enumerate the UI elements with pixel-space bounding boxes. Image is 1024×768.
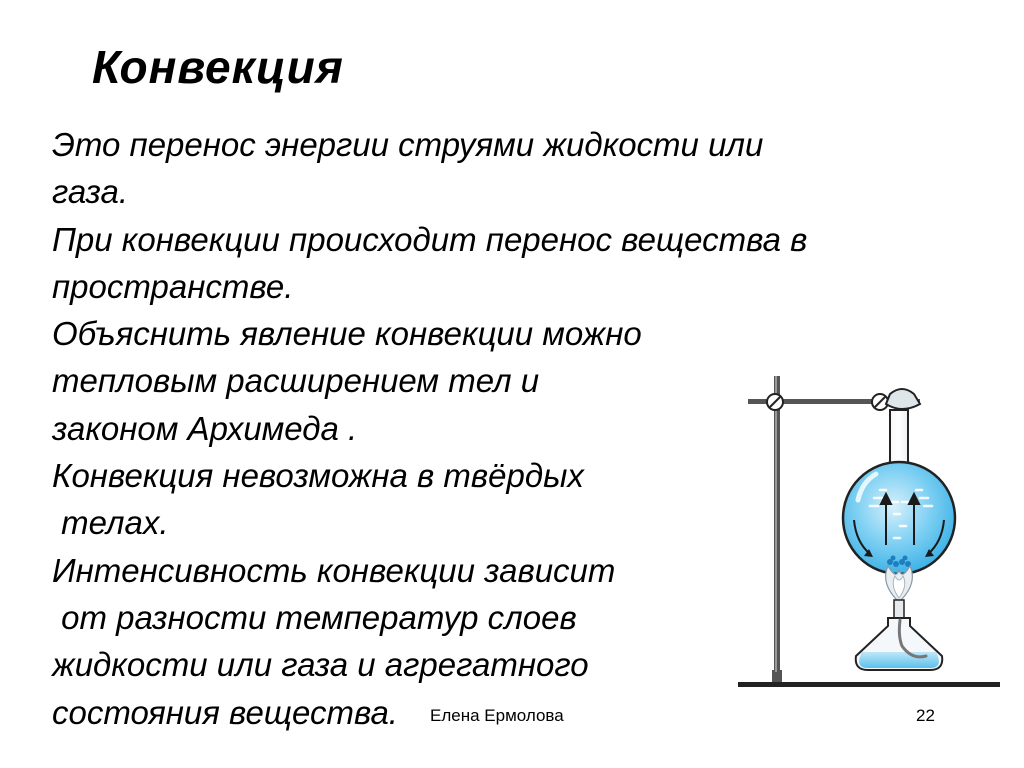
body-line: Объяснить явление конвекции можно [52,315,642,353]
body-line: жидкости или газа и агрегатного [52,646,589,684]
stand-base [738,682,1000,687]
flame-icon [886,566,913,602]
body-line: Это перенос энергии струями жидкости или [52,126,764,163]
body-line: состояния вещества. [52,693,398,731]
slide-title: Конвекция [92,41,344,93]
footer-author: Елена Ермолова [430,706,564,725]
body-line: телах. [52,504,169,542]
body-line: законом Архимеда . [52,409,358,447]
body-line: тепловым расширением тел и [52,362,540,400]
burner-cap [894,600,904,618]
body-line: Интенсивность конвекции зависит [52,551,616,589]
body-line: газа. [52,173,129,211]
body-line: пространстве. [52,267,294,305]
body-line: от разности температур слоев [52,598,577,636]
flask-bulb [843,462,955,574]
body-line: При конвекции происходит перенос вещества в [52,220,808,258]
body-line: Конвекция невозможна в твёрдых [52,457,584,495]
slide-page-number: 22 [916,706,935,725]
convection-flask-on-burner-icon [730,370,1004,696]
